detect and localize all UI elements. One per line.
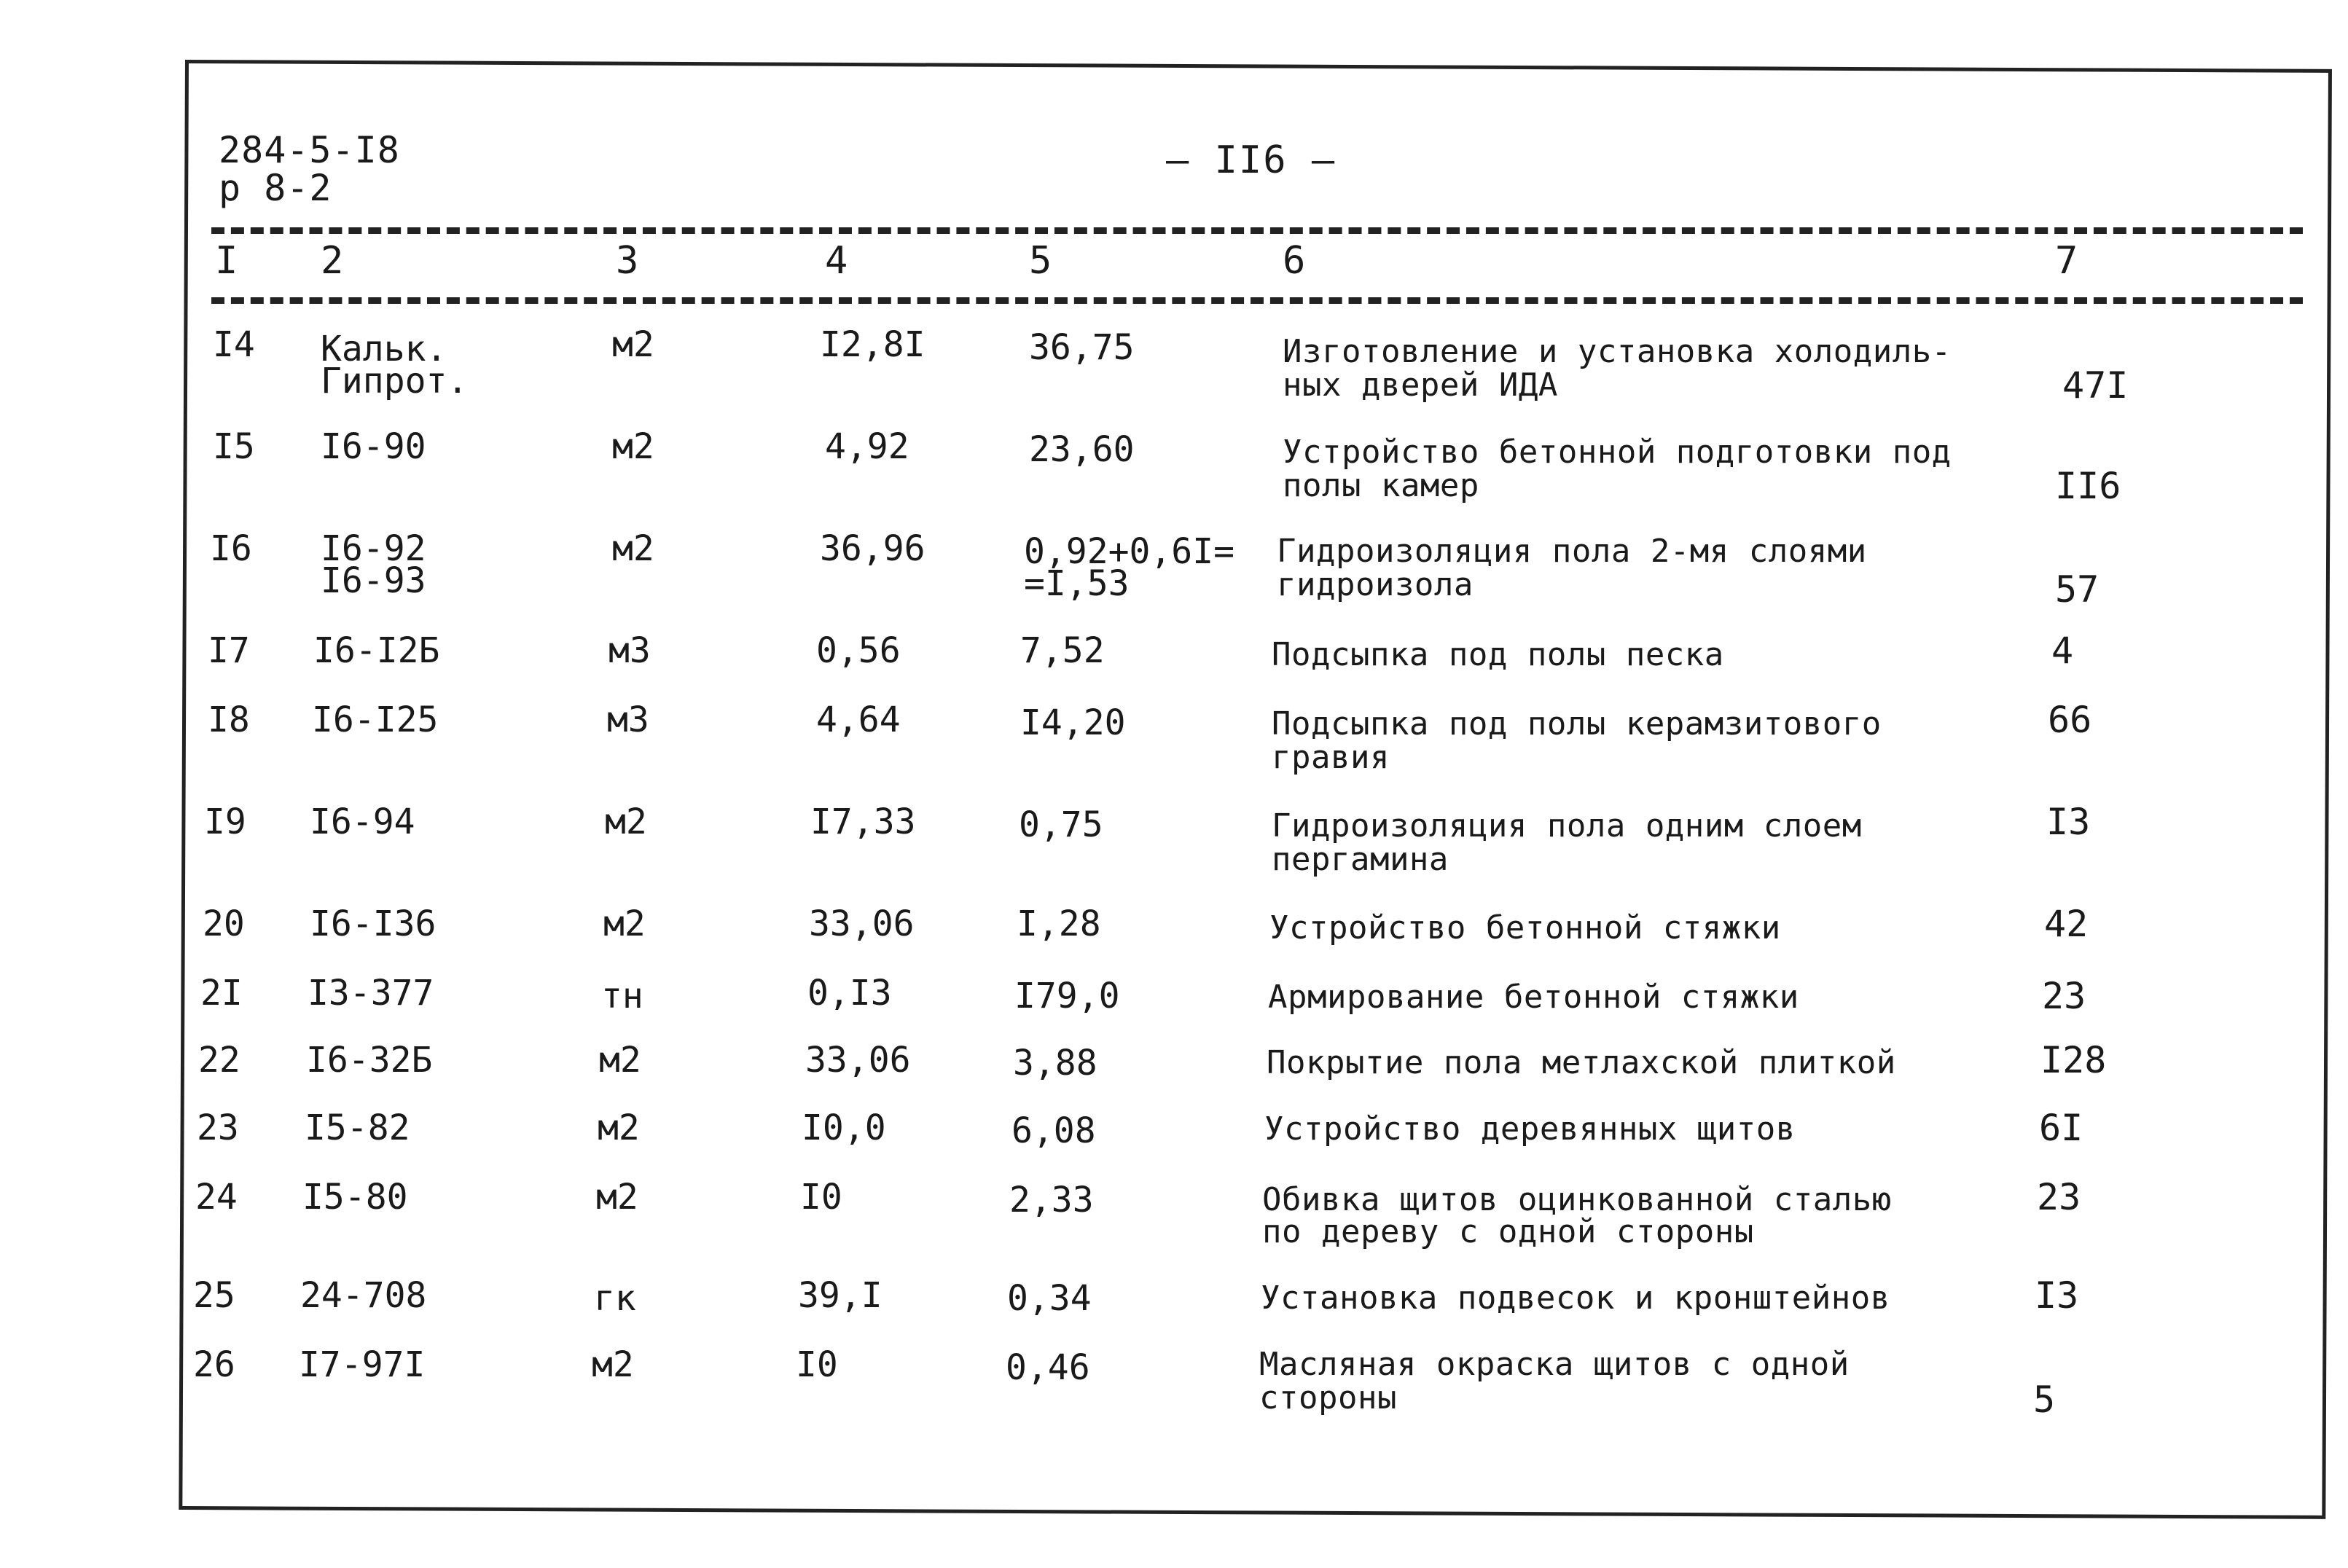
norm-reference: I6-32Б [306,1040,433,1081]
norm-reference: I5-80 [302,1177,408,1218]
work-description-line2: пергамина [1272,841,1449,878]
work-description-line2: полы камер [1283,467,1479,504]
unit-price: 0,46 [1006,1347,1090,1388]
row-number: I9 [204,801,246,842]
unit-price: I79,0 [1014,976,1120,1016]
norm-reference-line2: Гипрот. [321,361,469,401]
work-description: Покрытие пола метлахской плиткой [1267,1044,1896,1081]
total: I28 [2040,1039,2107,1081]
norm-reference: I6-90 [321,426,426,467]
total: 23 [2037,1176,2081,1218]
norm-reference: I3-377 [308,973,434,1014]
total: 6I [2039,1107,2083,1149]
unit-price: 23,60 [1029,429,1135,470]
quantity: 39,I [798,1275,883,1316]
quantity: 33,06 [809,903,915,944]
quantity: I0 [796,1344,838,1385]
norm-reference: 24-708 [300,1275,427,1316]
quantity: 4,92 [825,426,909,467]
document-code [219,131,400,207]
unit-price: I4,20 [1020,702,1126,743]
unit-price: 0,75 [1019,804,1103,845]
document-section: р 8-2 [219,167,332,209]
unit: м3 [608,630,651,671]
norm-reference: I6-92 [321,528,426,569]
quantity: 33,06 [805,1040,911,1081]
work-description: Устройство бетонной стяжки [1269,909,1781,946]
quantity: 36,96 [820,528,925,569]
unit: м2 [592,1344,634,1385]
norm-reference: I6-I36 [310,903,437,944]
total: II6 [2055,465,2121,507]
work-description: Обивка щитов оцинкованной сталью [1262,1181,1892,1218]
page-number: — II6 — [1166,138,1337,182]
row-number: 2I [200,973,243,1014]
row-number: 24 [195,1177,238,1218]
unit: м2 [599,1040,641,1081]
quantity: I0,0 [802,1108,886,1148]
unit: гк [594,1278,636,1319]
quantity: I0 [800,1177,842,1218]
unit-price: 3,88 [1013,1043,1097,1083]
unit: м2 [598,1108,640,1148]
work-description: Подсыпка под полы керамзитового [1272,705,1882,742]
total: I3 [2035,1274,2079,1317]
work-description: Армирование бетонной стяжки [1268,979,1799,1016]
work-description: Изготовление и установка холодиль- [1283,333,1952,370]
quantity: 4,64 [816,699,901,740]
total: I3 [2046,801,2091,843]
work-description-line2: по дереву с одной стороны [1262,1213,1754,1250]
unit: м2 [603,903,646,944]
column-header-4: 4 [825,239,848,283]
row-number: I5 [213,426,255,467]
norm-reference: I6-I25 [312,699,439,740]
row-number: I6 [210,528,252,569]
work-description: Устройство деревянных щитов [1264,1110,1796,1148]
work-description-line2: гравия [1272,739,1390,776]
norm-reference: Кальк. [321,329,447,369]
total: 4 [2051,630,2074,672]
norm-reference: I6-94 [310,801,415,842]
total: 66 [2048,699,2092,741]
norm-reference: I7-97I [299,1344,426,1385]
column-header-5: 5 [1029,239,1052,283]
row-number: I7 [208,630,250,671]
work-description: Гидроизоляция пола 2-мя слоями [1277,533,1867,570]
quantity: I2,8I [820,324,925,365]
total: 42 [2044,903,2089,945]
document-code-number: 284-5-I8 [219,129,400,171]
total: 5 [2033,1379,2056,1421]
column-header-6: 6 [1283,239,1306,283]
total: 47I [2062,364,2129,407]
work-description: Подсыпка под полы песка [1272,636,1724,673]
norm-reference: I6-I2Б [313,630,440,671]
row-number: 26 [193,1344,235,1385]
row-number: 23 [197,1108,239,1148]
unit-price: 6,08 [1011,1110,1096,1151]
work-description: Установка подвесок и кронштейнов [1261,1279,1890,1317]
unit-price: 0,34 [1007,1278,1092,1319]
column-header-7: 7 [2055,239,2078,283]
header-divider-top [211,227,2303,234]
unit: м3 [607,699,649,740]
unit: тн [601,976,643,1016]
unit-price: 2,33 [1009,1180,1094,1220]
work-description-line2: стороны [1259,1379,1397,1416]
norm-reference-line2: I6-93 [321,560,426,601]
quantity: 0,56 [816,630,901,671]
unit: м2 [612,426,654,467]
row-number: 22 [198,1040,240,1081]
total: 23 [2042,975,2086,1017]
work-description: Масляная окраска щитов с одной [1259,1346,1850,1383]
unit: м2 [612,528,654,569]
work-description: Гидроизоляция пола одним слоем [1272,807,1862,844]
row-number: 25 [193,1275,235,1316]
unit-price: 7,52 [1020,630,1105,671]
column-header-3: 3 [616,239,639,283]
unit-price: I,28 [1017,903,1101,944]
norm-reference: I5-82 [305,1108,410,1148]
column-header-1: I [215,239,238,283]
work-description: Устройство бетонной подготовки под [1283,434,1952,471]
unit-price: 36,75 [1029,327,1135,368]
total: 57 [2055,568,2099,611]
unit-price: 0,92+0,6I= [1024,531,1234,572]
header-divider-bottom [211,297,2303,304]
row-number: I4 [213,324,255,365]
unit: м2 [612,324,654,365]
unit: м2 [605,801,647,842]
row-number: 20 [203,903,245,944]
work-description-line2: ных дверей ИДА [1283,366,1558,404]
page-frame [179,60,2332,1519]
unit: м2 [596,1177,638,1218]
quantity: I7,33 [810,801,916,842]
work-description-line2: гидроизола [1277,566,1474,603]
unit-price-line2: =I,53 [1024,563,1130,604]
quantity: 0,I3 [807,973,892,1014]
row-number: I8 [208,699,250,740]
column-header-2: 2 [321,239,344,283]
